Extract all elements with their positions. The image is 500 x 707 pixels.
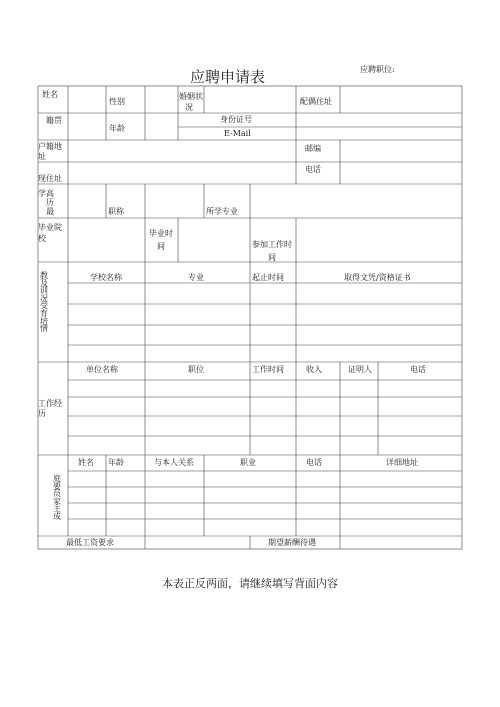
position-applied-label: 应聘职位:: [360, 65, 395, 74]
school-label-2: 校: [38, 234, 46, 243]
graduation-time-label-1: 毕业时: [149, 229, 173, 238]
family-header-phone: 电话: [306, 458, 322, 467]
work-header-income: 收入: [306, 365, 322, 374]
family-header-name: 姓名: [78, 458, 94, 467]
major-label: 所学专业: [206, 207, 238, 216]
graduation-time-label-2: 间: [157, 242, 165, 251]
education-section-label: 教及训况受育培情: [40, 271, 48, 334]
family-header-age: 年龄: [108, 458, 124, 467]
gender-label: 性别: [109, 97, 125, 106]
family-header-occupation: 职业: [240, 458, 256, 467]
native-place-label: 籍贯: [46, 116, 62, 125]
email-label: E-Mail: [224, 129, 251, 138]
work-section-label-2: 历: [38, 409, 46, 418]
hukou-label-2: 址: [38, 152, 46, 161]
school-label-1: 毕业院: [38, 223, 62, 232]
family-header-relation: 与本人关系: [154, 458, 194, 467]
hukou-label-1: 户籍地: [38, 142, 62, 151]
family-header-address: 详细地址: [386, 458, 418, 467]
phone-label: 电话: [305, 165, 321, 174]
work-header-reference: 证明人: [348, 365, 372, 374]
name-label: 姓名: [42, 90, 58, 99]
marital-label-1: 婚姻状: [179, 92, 203, 101]
education-label-3: 最: [46, 207, 54, 216]
expected-salary-label: 期望薪酬待遇: [268, 538, 316, 547]
age-label: 年龄: [109, 124, 125, 133]
spouse-address-label: 配偶住址: [300, 97, 332, 106]
postcode-label: 邮编: [305, 144, 321, 153]
edu-header-school: 学校名称: [90, 273, 122, 282]
title-label: 职称: [108, 207, 124, 216]
edu-header-period: 起止时间: [252, 273, 284, 282]
work-header-company: 单位名称: [86, 365, 118, 374]
footer-note: 本表正反两面，请继续填写背面内容: [162, 577, 338, 590]
min-salary-label: 最低工资要求: [66, 538, 114, 547]
edu-header-major: 专业: [188, 273, 204, 282]
family-section-label: 庭要员家主成: [53, 474, 61, 521]
form-title: 应聘申请表: [190, 68, 266, 86]
work-section-label-1: 工作经: [38, 399, 62, 408]
current-address-label: 现住址: [38, 174, 62, 183]
education-label-2: 历: [46, 198, 54, 207]
id-card-label: 身份证号: [220, 115, 252, 124]
work-start-label-1: 参加工作时: [252, 240, 292, 249]
work-header-time: 工作时间: [252, 365, 284, 374]
education-label-1: 学高: [38, 189, 54, 198]
work-header-position: 职位: [188, 365, 204, 374]
work-header-phone: 电话: [410, 365, 426, 374]
edu-header-certificate: 取得文凭/资格证书: [344, 273, 411, 282]
work-start-label-2: 间: [268, 253, 276, 262]
marital-label-2: 况: [185, 103, 193, 112]
